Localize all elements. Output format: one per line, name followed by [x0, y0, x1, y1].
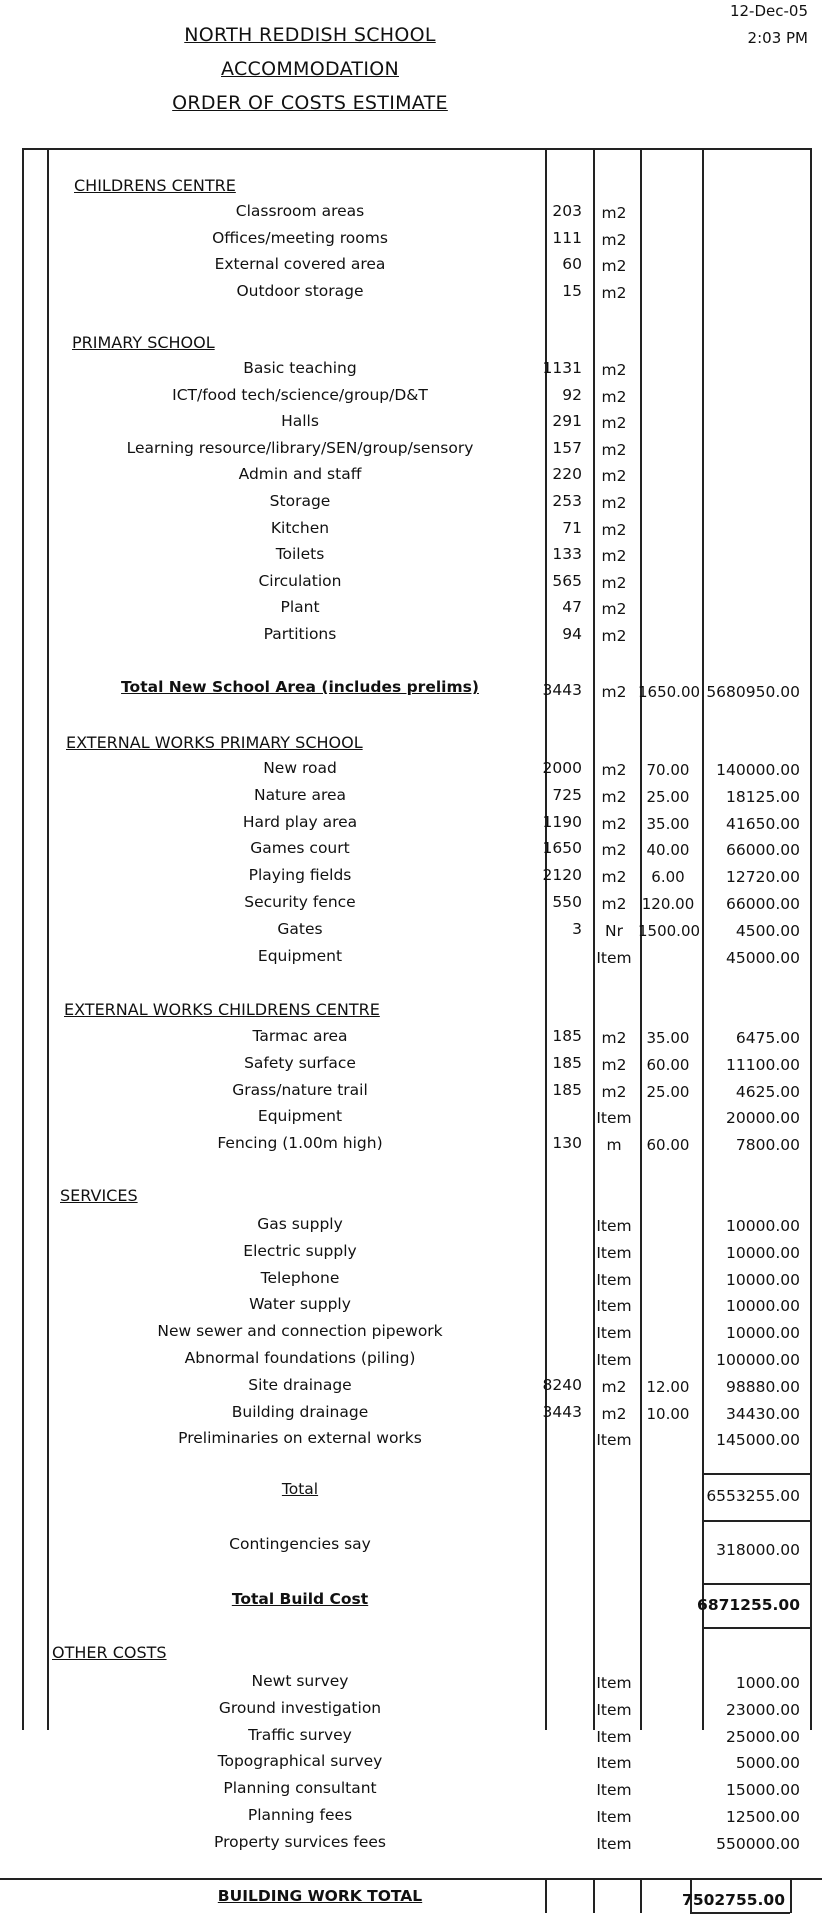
print-time: 2:03 PM [747, 29, 808, 47]
line-item-qty: 1650 [542, 839, 582, 858]
line-item-unit: m2 [601, 761, 627, 779]
column-divider [22, 148, 24, 1730]
row-divider [702, 1583, 810, 1585]
line-item-amount: 41650.00 [726, 814, 800, 833]
line-item-desc: Safety surface [244, 1053, 356, 1072]
line-item-amount: 7800.00 [735, 1136, 800, 1155]
line-item-amount: 66000.00 [726, 895, 800, 913]
line-item-desc: Basic teaching [243, 359, 357, 377]
total-school-area-qty: 3443 [542, 681, 582, 699]
line-item-amount: 18125.00 [726, 787, 800, 806]
line-item-rate: 120.00 [641, 895, 695, 913]
line-item-rate: 35.00 [646, 814, 690, 833]
line-item-amount: 66000.00 [726, 841, 800, 860]
contingencies-amount: 318000.00 [716, 1541, 800, 1559]
line-item-unit: Item [596, 1243, 632, 1262]
total-school-area-rate: 1650.00 [638, 683, 701, 701]
line-item-unit: Item [596, 1297, 632, 1316]
line-item-desc: Fencing (1.00m high) [217, 1134, 383, 1153]
line-item-unit: Item [596, 1754, 632, 1773]
grand-total-label: BUILDING WORK TOTAL [217, 1887, 423, 1905]
line-item-rate: 12.00 [646, 1377, 690, 1396]
line-item-unit: m2 [601, 230, 627, 249]
line-item-desc: Equipment [257, 946, 343, 965]
line-item-rate: 70.00 [646, 761, 690, 779]
line-item-unit: m2 [601, 440, 627, 459]
row-divider [0, 1878, 822, 1880]
line-item-unit: m2 [601, 467, 627, 486]
line-item-amount: 45000.00 [726, 948, 800, 967]
row-divider [22, 148, 810, 150]
line-item-desc: Planning consultant [223, 1779, 377, 1798]
total-school-area-unit: m2 [601, 683, 627, 701]
line-item-amount: 4625.00 [735, 1082, 800, 1101]
line-item-desc: Gates [277, 919, 323, 938]
line-item-qty: 203 [552, 202, 582, 220]
line-item-qty: 550 [552, 893, 582, 911]
line-item-desc: External covered area [214, 255, 386, 273]
line-item-amount: 23000.00 [726, 1700, 800, 1719]
line-item-unit: Item [596, 1109, 632, 1128]
line-item-unit: m2 [601, 868, 627, 887]
doc-heading: ORDER OF COSTS ESTIMATE [172, 92, 448, 114]
line-item-unit: Item [596, 1700, 632, 1719]
line-item-qty: 291 [552, 412, 582, 431]
line-item-amount: 12720.00 [726, 868, 800, 887]
column-divider [593, 1878, 595, 1913]
line-item-desc: Playing fields [248, 866, 352, 885]
line-item-desc: Circulation [258, 571, 342, 590]
line-item-desc: New road [263, 759, 337, 777]
line-item-desc: Gas supply [257, 1215, 343, 1233]
line-item-unit: m2 [601, 361, 627, 379]
line-item-desc: Newt survey [251, 1672, 349, 1690]
print-date: 12-Dec-05 [729, 2, 808, 20]
line-item-desc: Security fence [244, 893, 356, 911]
line-item-unit: Item [596, 1808, 632, 1826]
line-item-qty: 565 [552, 571, 582, 590]
total-school-area-amount: 5680950.00 [706, 683, 800, 701]
section-heading: EXTERNAL WORKS CHILDRENS CENTRE [64, 1000, 380, 1019]
line-item-qty: 3443 [542, 1402, 582, 1421]
line-item-desc: Offices/meeting rooms [212, 228, 388, 247]
line-item-desc: Building drainage [231, 1402, 369, 1421]
line-item-unit: m2 [601, 520, 627, 539]
line-item-amount: 98880.00 [726, 1377, 800, 1396]
line-item-desc: Outdoor storage [236, 281, 364, 300]
line-item-unit: Item [596, 948, 632, 967]
line-item-rate: 25.00 [646, 787, 690, 806]
line-item-unit: Item [596, 1351, 632, 1369]
line-item-qty: 3 [572, 919, 582, 938]
line-item-unit: Item [596, 1217, 632, 1235]
line-item-rate: 1500.00 [638, 921, 701, 940]
line-item-desc: Storage [269, 492, 331, 510]
doc-title: NORTH REDDISH SCHOOL [184, 24, 436, 46]
line-item-rate: 40.00 [646, 841, 690, 860]
line-item-amount: 5000.00 [735, 1754, 800, 1773]
line-item-unit: m2 [601, 600, 627, 619]
line-item-desc: Electric supply [243, 1241, 357, 1260]
row-divider [702, 1473, 810, 1475]
line-item-unit: m2 [601, 814, 627, 833]
line-item-desc: Nature area [253, 785, 347, 804]
line-item-amount: 4500.00 [735, 921, 800, 940]
line-item-desc: Water supply [249, 1295, 351, 1314]
line-item-amount: 10000.00 [726, 1243, 800, 1262]
line-item-qty: 185 [552, 1080, 582, 1099]
line-item-desc: Halls [281, 412, 319, 431]
total-amount: 6553255.00 [706, 1487, 800, 1505]
section-heading: OTHER COSTS [52, 1643, 167, 1662]
line-item-amount: 1000.00 [735, 1674, 800, 1692]
line-item-qty: 94 [562, 625, 582, 643]
line-item-qty: 2120 [542, 866, 582, 885]
section-heading: EXTERNAL WORKS PRIMARY SCHOOL [66, 733, 363, 752]
line-item-desc: Toilets [275, 545, 325, 564]
line-item-desc: Learning resource/library/SEN/group/sensory [126, 438, 474, 457]
line-item-desc: Ground investigation [218, 1698, 382, 1717]
line-item-amount: 15000.00 [726, 1781, 800, 1800]
line-item-qty: 1131 [542, 359, 582, 377]
contingencies-label: Contingencies say [229, 1535, 371, 1553]
line-item-desc: Hard play area [242, 812, 358, 831]
line-item-desc: Traffic survey [248, 1725, 352, 1744]
line-item-unit: m2 [601, 627, 627, 645]
line-item-desc: Classroom areas [235, 202, 365, 220]
line-item-unit: m2 [601, 494, 627, 512]
line-item-desc: Topographical survey [217, 1752, 383, 1771]
grand-total-amount: 7502755.00 [682, 1891, 785, 1909]
line-item-unit: m2 [601, 414, 627, 433]
line-item-unit: m2 [601, 387, 627, 406]
section-heading: SERVICES [60, 1186, 138, 1205]
line-item-desc: Tarmac area [252, 1027, 348, 1045]
row-divider [702, 1627, 810, 1629]
line-item-qty: 130 [552, 1134, 582, 1153]
line-item-desc: Grass/nature trail [232, 1080, 368, 1099]
line-item-qty: 60 [562, 255, 582, 273]
line-item-unit: m2 [601, 1404, 627, 1423]
column-divider [640, 1878, 642, 1913]
line-item-qty: 253 [552, 492, 582, 510]
row-divider [702, 1520, 810, 1522]
line-item-qty: 111 [552, 228, 582, 247]
line-item-unit: Item [596, 1270, 632, 1289]
line-item-amount: 25000.00 [726, 1727, 800, 1746]
line-item-amount: 34430.00 [726, 1404, 800, 1423]
line-item-desc: Kitchen [270, 518, 330, 537]
line-item-amount: 550000.00 [716, 1834, 800, 1853]
line-item-amount: 12500.00 [726, 1808, 800, 1826]
build-cost-label: Total Build Cost [231, 1590, 369, 1608]
line-item-qty: 15 [562, 281, 582, 300]
line-item-unit: m2 [601, 283, 627, 302]
line-item-qty: 185 [552, 1053, 582, 1072]
line-item-amount: 140000.00 [716, 761, 800, 779]
line-item-rate: 60.00 [646, 1136, 690, 1155]
line-item-qty: 47 [562, 598, 582, 617]
line-item-rate: 35.00 [646, 1029, 690, 1047]
line-item-amount: 10000.00 [726, 1270, 800, 1289]
line-item-desc: New sewer and connection pipework [157, 1322, 443, 1341]
line-item-unit: Nr [605, 921, 623, 940]
line-item-unit: m2 [601, 895, 627, 913]
line-item-amount: 20000.00 [726, 1109, 800, 1128]
row-divider [690, 1912, 790, 1914]
section-heading: PRIMARY SCHOOL [72, 333, 215, 352]
line-item-desc: Games court [250, 839, 350, 858]
line-item-rate: 25.00 [646, 1082, 690, 1101]
line-item-qty: 157 [552, 438, 582, 457]
line-item-amount: 145000.00 [716, 1431, 800, 1450]
line-item-desc: Property survices fees [214, 1832, 386, 1851]
line-item-qty: 71 [562, 518, 582, 537]
line-item-unit: m2 [601, 1055, 627, 1074]
line-item-qty: 220 [552, 465, 582, 484]
line-item-qty: 1190 [542, 812, 582, 831]
line-item-qty: 2000 [542, 759, 582, 777]
line-item-unit: m2 [601, 1377, 627, 1396]
line-item-qty: 185 [552, 1027, 582, 1045]
line-item-unit: Item [596, 1727, 632, 1746]
line-item-desc: Equipment [257, 1107, 343, 1126]
column-divider [47, 148, 49, 1730]
line-item-desc: Preliminaries on external works [178, 1429, 422, 1448]
line-item-qty: 133 [552, 545, 582, 564]
line-item-unit: Item [596, 1324, 632, 1343]
line-item-unit: m2 [601, 1029, 627, 1047]
line-item-unit: m2 [601, 257, 627, 275]
line-item-desc: Site drainage [248, 1375, 352, 1394]
line-item-desc: Planning fees [247, 1806, 353, 1824]
line-item-rate: 6.00 [651, 868, 685, 887]
build-cost-amount: 6871255.00 [697, 1596, 800, 1614]
line-item-desc: Admin and staff [238, 465, 362, 484]
column-divider [810, 148, 812, 1730]
line-item-unit: m2 [601, 1082, 627, 1101]
section-heading: CHILDRENS CENTRE [74, 176, 236, 195]
line-item-rate: 10.00 [646, 1404, 690, 1423]
line-item-unit: m2 [601, 841, 627, 860]
line-item-amount: 10000.00 [726, 1324, 800, 1343]
line-item-amount: 10000.00 [726, 1217, 800, 1235]
line-item-unit: m2 [601, 787, 627, 806]
total-label: Total [281, 1480, 319, 1498]
total-school-area-label: Total New School Area (includes prelims) [121, 678, 479, 696]
line-item-desc: Partitions [263, 625, 337, 643]
line-item-qty: 8240 [542, 1375, 582, 1394]
column-divider [790, 1878, 792, 1913]
column-divider [545, 1878, 547, 1913]
line-item-unit: Item [596, 1431, 632, 1450]
line-item-rate: 60.00 [646, 1055, 690, 1074]
line-item-desc: ICT/food tech/science/group/D&T [172, 385, 428, 404]
line-item-amount: 10000.00 [726, 1297, 800, 1316]
line-item-desc: Plant [280, 598, 320, 617]
line-item-unit: m2 [601, 573, 627, 592]
line-item-amount: 100000.00 [716, 1351, 800, 1369]
line-item-qty: 725 [552, 785, 582, 804]
line-item-qty: 92 [562, 385, 582, 404]
line-item-unit: m [606, 1136, 622, 1155]
line-item-amount: 6475.00 [735, 1029, 800, 1047]
line-item-unit: m2 [601, 204, 627, 222]
line-item-unit: Item [596, 1834, 632, 1853]
line-item-unit: Item [596, 1781, 632, 1800]
doc-subtitle: ACCOMMODATION [221, 58, 399, 80]
line-item-unit: m2 [601, 547, 627, 566]
line-item-desc: Abnormal foundations (piling) [184, 1349, 416, 1367]
line-item-unit: Item [596, 1674, 632, 1692]
line-item-amount: 11100.00 [726, 1055, 800, 1074]
line-item-desc: Telephone [260, 1268, 340, 1287]
